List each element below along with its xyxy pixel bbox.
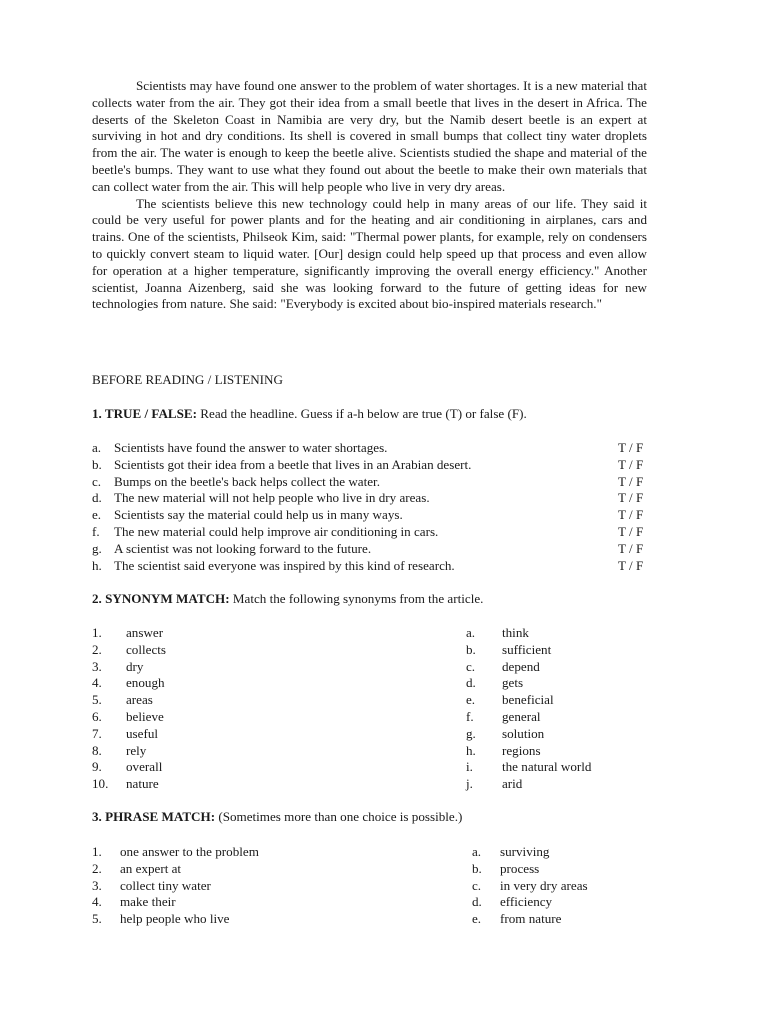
item-number: 2. [92, 860, 102, 876]
synonym-right-item [466, 742, 666, 759]
item-number: 4. [92, 675, 102, 691]
truefalse-item [92, 473, 654, 490]
item-text: depend [502, 658, 540, 674]
item-text: an expert at [120, 860, 182, 876]
item-text: enough [126, 675, 165, 691]
item-letter: d. [466, 675, 476, 691]
item-letter: c. [472, 877, 482, 893]
item-letter: j. [466, 776, 473, 792]
item-text: surviving [500, 844, 550, 859]
truefalse-title: 1. TRUE / FALSE: [92, 406, 198, 421]
item-text: the natural world [502, 759, 592, 775]
item-number: 1. [92, 844, 102, 859]
item-text: one answer to the problem [120, 844, 259, 859]
synonym-right-item [466, 708, 666, 725]
item-text: collect tiny water [120, 877, 211, 893]
item-letter: a. [92, 440, 102, 455]
true-false-choice: T / F [618, 557, 644, 573]
item-text: collects [126, 641, 166, 657]
item-text: overall [126, 759, 163, 775]
item-number: 5. [92, 911, 102, 927]
item-text: gets [502, 675, 524, 691]
phrase-heading [92, 809, 462, 825]
synonym-left-item [92, 725, 392, 742]
true-false-choice: T / F [618, 456, 644, 472]
item-text: arid [502, 776, 523, 792]
synonym-left-item [92, 641, 392, 658]
item-statement: The new material will not help people who live in dry areas. [114, 490, 430, 506]
true-false-choice: T / F [618, 524, 644, 539]
item-text: in very dry areas [500, 877, 588, 893]
item-number: 7. [92, 725, 102, 741]
true-false-choice: T / F [618, 540, 644, 556]
item-number: 5. [92, 692, 102, 708]
item-number: 3. [92, 877, 102, 893]
item-text: believe [126, 709, 164, 724]
true-false-choice: T / F [618, 507, 644, 523]
item-letter: h. [92, 557, 102, 573]
synonym-left-item [92, 624, 392, 641]
item-letter: b. [92, 456, 102, 472]
item-statement: A scientist was not looking forward to the future. [114, 540, 372, 556]
item-text: answer [126, 625, 164, 640]
truefalse-item [92, 523, 654, 540]
item-text: solution [502, 725, 545, 741]
synonym-left-item [92, 674, 392, 691]
item-letter: c. [466, 658, 476, 674]
synonym-instruction: Match the following synonyms from the article. [229, 591, 484, 606]
item-text: regions [502, 742, 541, 758]
item-letter: g. [466, 725, 476, 741]
item-text: sufficient [502, 641, 552, 657]
true-false-choice: T / F [618, 473, 644, 489]
item-number: 4. [92, 894, 102, 910]
item-letter: e. [472, 911, 482, 927]
item-letter: b. [472, 860, 482, 876]
item-text: process [500, 860, 540, 876]
item-letter: i. [466, 759, 473, 775]
item-number: 8. [92, 742, 102, 758]
phrase-right-item [472, 877, 672, 894]
synonym-right-item [466, 725, 666, 742]
truefalse-item [92, 489, 654, 506]
synonym-right-item [466, 775, 666, 792]
item-text: help people who live [120, 911, 230, 927]
truefalse-heading [92, 406, 527, 422]
synonym-heading [92, 591, 483, 607]
item-letter: d. [472, 894, 482, 910]
item-text: general [502, 709, 541, 724]
item-letter: e. [466, 692, 476, 708]
truefalse-item [92, 439, 654, 456]
item-statement: The new material could help improve air conditioning in cars. [114, 524, 439, 539]
synonym-right-item [466, 658, 666, 675]
synonym-right-item [466, 624, 666, 641]
item-letter: a. [466, 625, 476, 640]
synonym-left-item [92, 658, 392, 675]
item-text: think [502, 625, 529, 640]
phrase-left-item [92, 860, 392, 877]
article-paragraph-2: The scientists believe this new technology could help in many areas of our life. They said it could be very useful for power plants and for the heating and air conditioning in airplanes, cars and trains. One of the scientists, Philseok Kim, said: "Thermal power plants, for example, rely on condensers to quickly convert steam to liquid water. [Our] design could help speed up that process and even allow for operation at a higher temperature, significantly improving the overall energy efficiency." Another scientist, Joanna Aizenberg, said she was looking forward to the future of getting ideas for new technologies from nature. She said: "Everybody is excited about bio-inspired materials research." [92, 195, 647, 312]
synonym-left-item [92, 708, 392, 725]
before-reading-heading: BEFORE READING / LISTENING [92, 372, 283, 387]
synonym-left-item [92, 691, 392, 708]
item-text: efficiency [500, 894, 553, 910]
item-number: 2. [92, 641, 102, 657]
item-letter: b. [466, 641, 476, 657]
item-number: 3. [92, 658, 102, 674]
item-number: 10. [92, 776, 109, 792]
phrase-right-item [472, 893, 672, 910]
truefalse-item [92, 456, 654, 473]
item-letter: f. [466, 709, 474, 724]
synonym-right-item [466, 758, 666, 775]
item-statement: The scientist said everyone was inspired by this kind of research. [114, 557, 455, 573]
item-text: rely [126, 742, 147, 758]
item-text: areas [126, 692, 153, 708]
item-letter: c. [92, 473, 102, 489]
item-statement: Scientists got their idea from a beetle that lives in an Arabian desert. [114, 456, 472, 472]
synonym-right-item [466, 641, 666, 658]
item-letter: h. [466, 742, 476, 758]
item-letter: f. [92, 524, 100, 539]
truefalse-instruction: Read the headline. Guess if a-h below are true (T) or false (F). [197, 406, 527, 421]
item-text: beneficial [502, 692, 554, 708]
article [92, 78, 647, 313]
item-number: 6. [92, 709, 102, 724]
phrase-instruction: (Sometimes more than one choice is possible.) [215, 809, 463, 824]
item-statement: Scientists have found the answer to water shortages. [114, 440, 388, 455]
item-number: 1. [92, 625, 102, 640]
item-text: from nature [500, 911, 562, 927]
phrase-right-item [472, 860, 672, 877]
synonym-title: 2. SYNONYM MATCH: [92, 591, 230, 606]
item-text: nature [126, 776, 159, 792]
truefalse-item [92, 540, 654, 557]
phrase-right-item [472, 910, 672, 927]
synonym-left-item [92, 775, 392, 792]
synonym-left-item [92, 742, 392, 759]
phrase-left-item [92, 910, 392, 927]
true-false-choice: T / F [618, 440, 644, 455]
phrase-title: 3. PHRASE MATCH: [92, 809, 216, 824]
item-letter: d. [92, 490, 102, 506]
phrase-left-item [92, 843, 392, 860]
item-text: dry [126, 658, 144, 674]
true-false-choice: T / F [618, 490, 644, 506]
synonym-right-item [466, 674, 666, 691]
item-letter: g. [92, 540, 102, 556]
item-number: 9. [92, 759, 102, 775]
truefalse-item [92, 506, 654, 523]
item-text: make their [120, 894, 176, 910]
synonym-right-item [466, 691, 666, 708]
truefalse-item [92, 557, 654, 574]
article-paragraph-1: Scientists may have found one answer to the problem of water shortages. It is a new material that collects water from the air. They got their idea from a small beetle that lives in the desert in Africa. The deserts of the Skeleton Coast in Namibia are very dry, but the Namib desert beetle is an expert at surviving in hot and dry conditions. Its shell is covered in small bumps that collect tiny water droplets from the air. The water is enough to keep the beetle alive. Scientists studied the shape and material of the beetle's bumps. They want to use what they found out about the beetle to make their own materials that can collect water from the air. This will help people who live in very dry areas. [92, 78, 647, 194]
item-letter: a. [472, 844, 482, 859]
item-text: useful [126, 725, 158, 741]
item-statement: Bumps on the beetle's back helps collect the water. [114, 473, 380, 489]
synonym-left-item [92, 758, 392, 775]
phrase-left-item [92, 877, 392, 894]
item-statement: Scientists say the material could help us in many ways. [114, 507, 403, 523]
phrase-right-item [472, 843, 672, 860]
item-letter: e. [92, 507, 102, 523]
phrase-left-item [92, 893, 392, 910]
